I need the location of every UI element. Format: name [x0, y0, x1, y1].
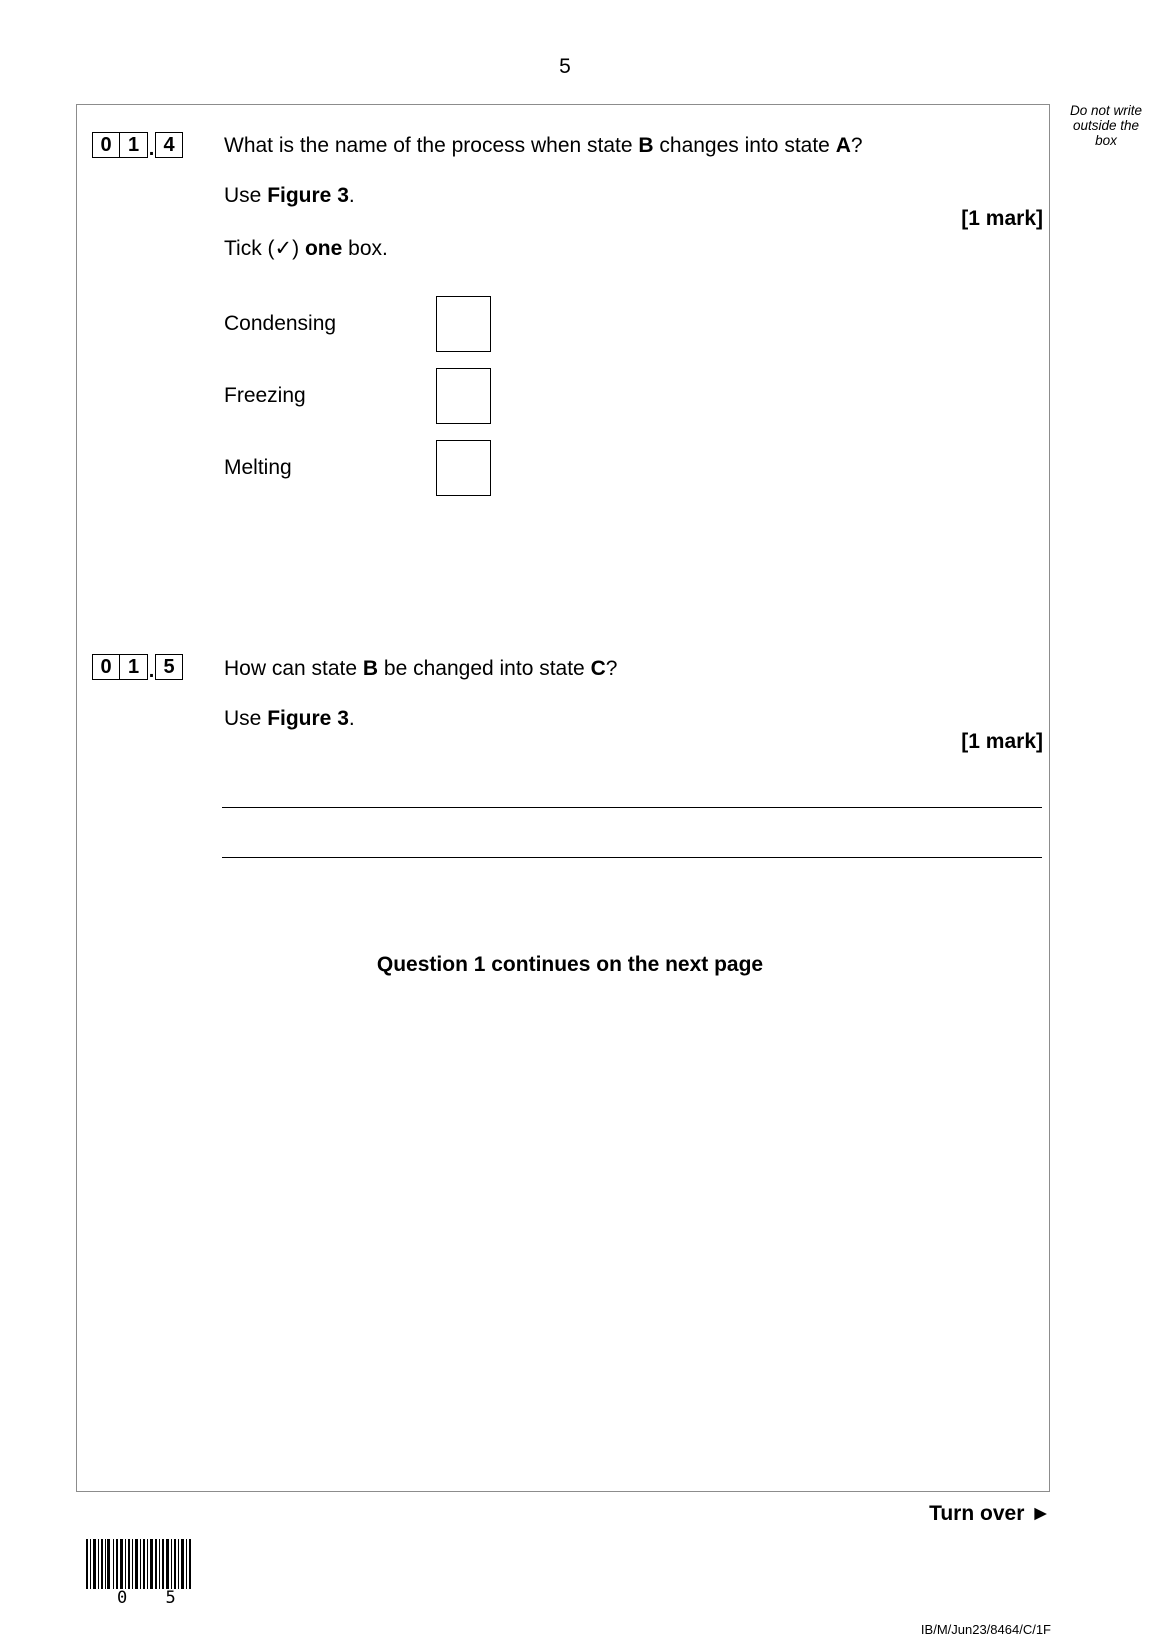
question-text-part: What is the name of the process when state [224, 134, 639, 157]
barcode-number: 0 5 [117, 1588, 190, 1608]
use-figure-text: . [348, 707, 355, 730]
question-digit: 1 [120, 132, 148, 158]
option-label-freezing: Freezing [224, 384, 306, 407]
question-digit: 0 [92, 132, 120, 158]
question-text-part: How can state [224, 657, 363, 680]
turn-over-label: Turn over ► [929, 1502, 1051, 1525]
question-text-bold: A [835, 134, 851, 157]
marks-01-4: [1 mark] [961, 207, 1043, 230]
question-digit: 0 [92, 654, 120, 680]
margin-note-line: outside the [1072, 118, 1140, 133]
barcode-icon [86, 1539, 192, 1589]
question-text-bold: C [590, 657, 606, 680]
marks-01-5: [1 mark] [961, 730, 1043, 753]
use-figure-01-4 [224, 183, 355, 209]
answer-line[interactable] [222, 807, 1042, 808]
instruction-bold: one [304, 237, 343, 260]
margin-note-line: Do not write [1069, 103, 1143, 118]
instruction-text: Tick (✓) [224, 237, 305, 260]
question-dot: . [148, 138, 155, 160]
margin-note [1062, 103, 1150, 148]
question-text-part: ? [850, 134, 863, 157]
paper-code: IB/M/Jun23/8464/C/1F [920, 1622, 1051, 1637]
question-text-part: changes into state [653, 134, 836, 157]
question-digit: 5 [155, 654, 183, 680]
question-text-01-5 [224, 656, 617, 682]
question-text-bold: B [362, 657, 379, 680]
use-figure-01-5 [224, 706, 355, 732]
question-text-part: be changed into state [378, 657, 591, 680]
question-text-01-4 [224, 133, 863, 159]
instruction-01-4 [224, 236, 388, 262]
tick-box-melting[interactable] [436, 440, 491, 496]
figure-reference: Figure 3 [267, 184, 349, 207]
option-label-melting: Melting [224, 456, 292, 479]
continues-note: Question 1 continues on the next page [376, 953, 764, 976]
question-number-01-4 [92, 132, 183, 158]
figure-reference: Figure 3 [267, 707, 349, 730]
option-label-condensing: Condensing [224, 312, 337, 335]
instruction-text: box. [342, 237, 388, 260]
question-text-bold: B [638, 134, 654, 157]
answer-frame [76, 104, 1050, 1492]
tick-box-condensing[interactable] [436, 296, 491, 352]
question-text-part: ? [605, 657, 618, 680]
margin-note-line: box [1095, 133, 1117, 148]
use-figure-text: Use [224, 184, 268, 207]
question-digit: 4 [155, 132, 183, 158]
tick-box-freezing[interactable] [436, 368, 491, 424]
question-number-01-5 [92, 654, 183, 680]
answer-line[interactable] [222, 857, 1042, 858]
question-digit: 1 [120, 654, 148, 680]
question-dot: . [148, 660, 155, 682]
use-figure-text: . [348, 184, 355, 207]
page-number: 5 [559, 55, 571, 78]
use-figure-text: Use [224, 707, 268, 730]
